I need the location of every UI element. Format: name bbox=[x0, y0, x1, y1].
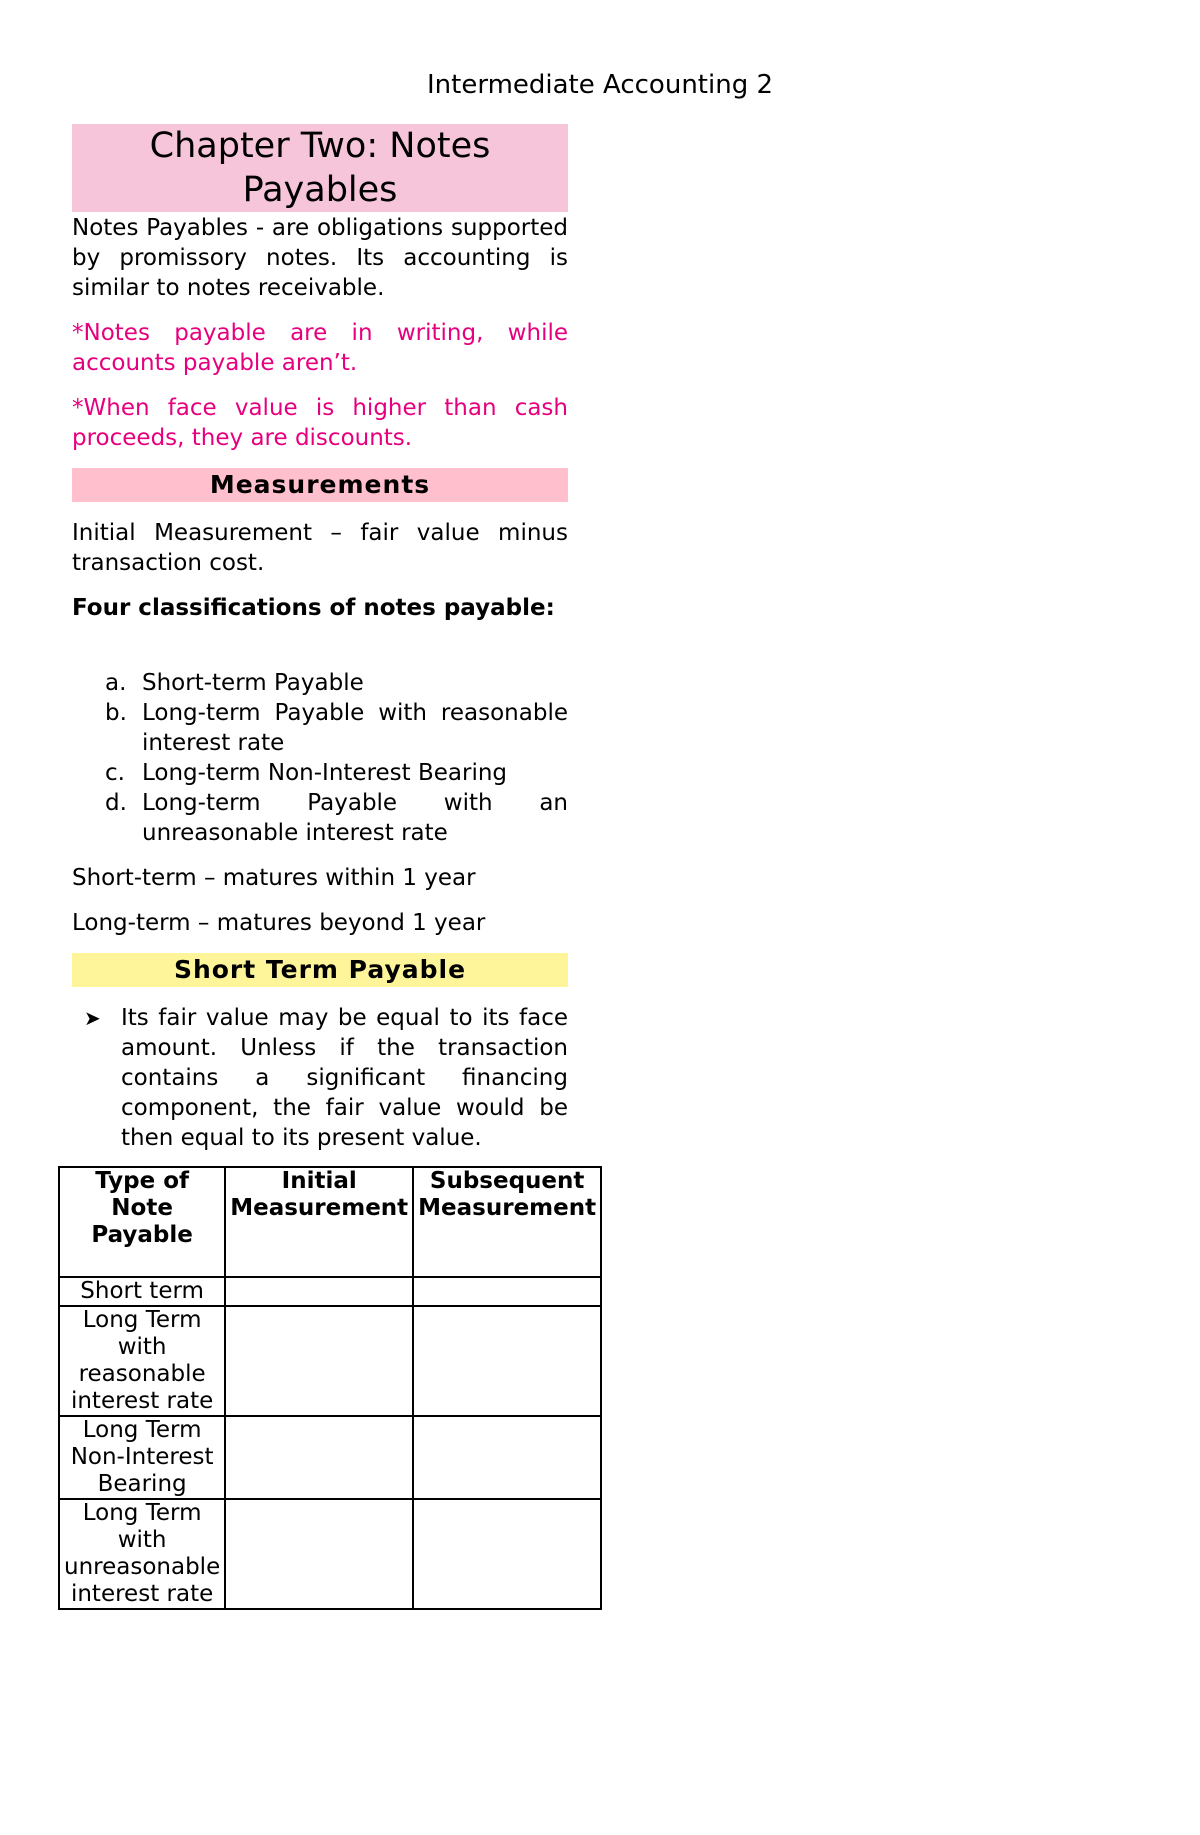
list-marker: c. bbox=[105, 760, 125, 786]
cell-subsequent bbox=[413, 1306, 601, 1416]
table-row bbox=[59, 1306, 601, 1416]
cell-subsequent bbox=[413, 1499, 601, 1609]
list-item bbox=[105, 668, 568, 698]
cell-type: Long Term with reasonable interest rate bbox=[59, 1306, 225, 1416]
measurements-heading: Measurements bbox=[72, 468, 568, 502]
list-marker: a. bbox=[105, 670, 127, 696]
cell-type: Short term bbox=[59, 1277, 225, 1306]
list-item-text: Long-term Non-Interest Bearing bbox=[142, 760, 508, 786]
cell-type: Long Term with unreasonable interest rate bbox=[59, 1499, 225, 1609]
initial-measurement-text: Initial Measurement – fair value minus transaction cost. bbox=[72, 520, 568, 576]
list-marker: b. bbox=[105, 700, 127, 726]
cell-initial bbox=[225, 1306, 413, 1416]
cell-subsequent bbox=[413, 1277, 601, 1306]
chapter-title bbox=[72, 124, 568, 212]
list-marker: d. bbox=[105, 790, 127, 816]
list-item bbox=[105, 698, 568, 758]
classifications-heading: Four classifications of notes payable: bbox=[72, 595, 555, 621]
short-term-payable-heading: Short Term Payable bbox=[72, 953, 568, 987]
note-discounts: *When face value is higher than cash proceeds, they are discounts. bbox=[72, 395, 568, 451]
chapter-title-line1: Chapter Two: Notes bbox=[149, 126, 491, 166]
notes-payable-table bbox=[58, 1166, 602, 1610]
note-writing: *Notes payable are in writing, while accounts payable aren’t. bbox=[72, 320, 568, 376]
long-term-definition: Long-term – matures beyond 1 year bbox=[72, 910, 486, 936]
cell-subsequent bbox=[413, 1416, 601, 1499]
table-row bbox=[59, 1416, 601, 1499]
notes-payable-definition: Notes Payables - are obligations supported by promissory notes. Its accounting is similar to notes receivable. bbox=[72, 215, 568, 301]
header-type-of-note-payable: Type of Note Payable bbox=[59, 1167, 225, 1277]
cell-initial bbox=[225, 1277, 413, 1306]
cell-initial bbox=[225, 1416, 413, 1499]
list-item bbox=[105, 758, 568, 788]
table-row bbox=[59, 1277, 601, 1306]
list-item bbox=[105, 788, 568, 848]
page-header bbox=[0, 68, 1200, 102]
short-term-definition: Short-term – matures within 1 year bbox=[72, 865, 476, 891]
list-item-text: Short-term Payable bbox=[142, 670, 364, 696]
header-initial-measurement: Initial Measurement bbox=[225, 1167, 413, 1277]
bullet-text: Its fair value may be equal to its face amount. Unless if the transaction contains a significant financing component, the fair value would be then equal to its present value. bbox=[121, 1005, 568, 1151]
header-subsequent-measurement: Subsequent Measurement bbox=[413, 1167, 601, 1277]
list-item-text: Long-term Payable with reasonable interest rate bbox=[142, 700, 568, 756]
list-item-text: Long-term Payable with an unreasonable interest rate bbox=[142, 790, 568, 846]
cell-initial bbox=[225, 1499, 413, 1609]
table-header-row bbox=[59, 1167, 601, 1277]
document-title: Intermediate Accounting 2 bbox=[427, 70, 773, 100]
arrow-bullet-icon: ➤ bbox=[84, 1006, 101, 1030]
bullet-item bbox=[84, 1003, 568, 1153]
cell-type: Long Term Non-Interest Bearing bbox=[59, 1416, 225, 1499]
chapter-title-line2: Payables bbox=[242, 170, 398, 210]
table-row bbox=[59, 1499, 601, 1609]
